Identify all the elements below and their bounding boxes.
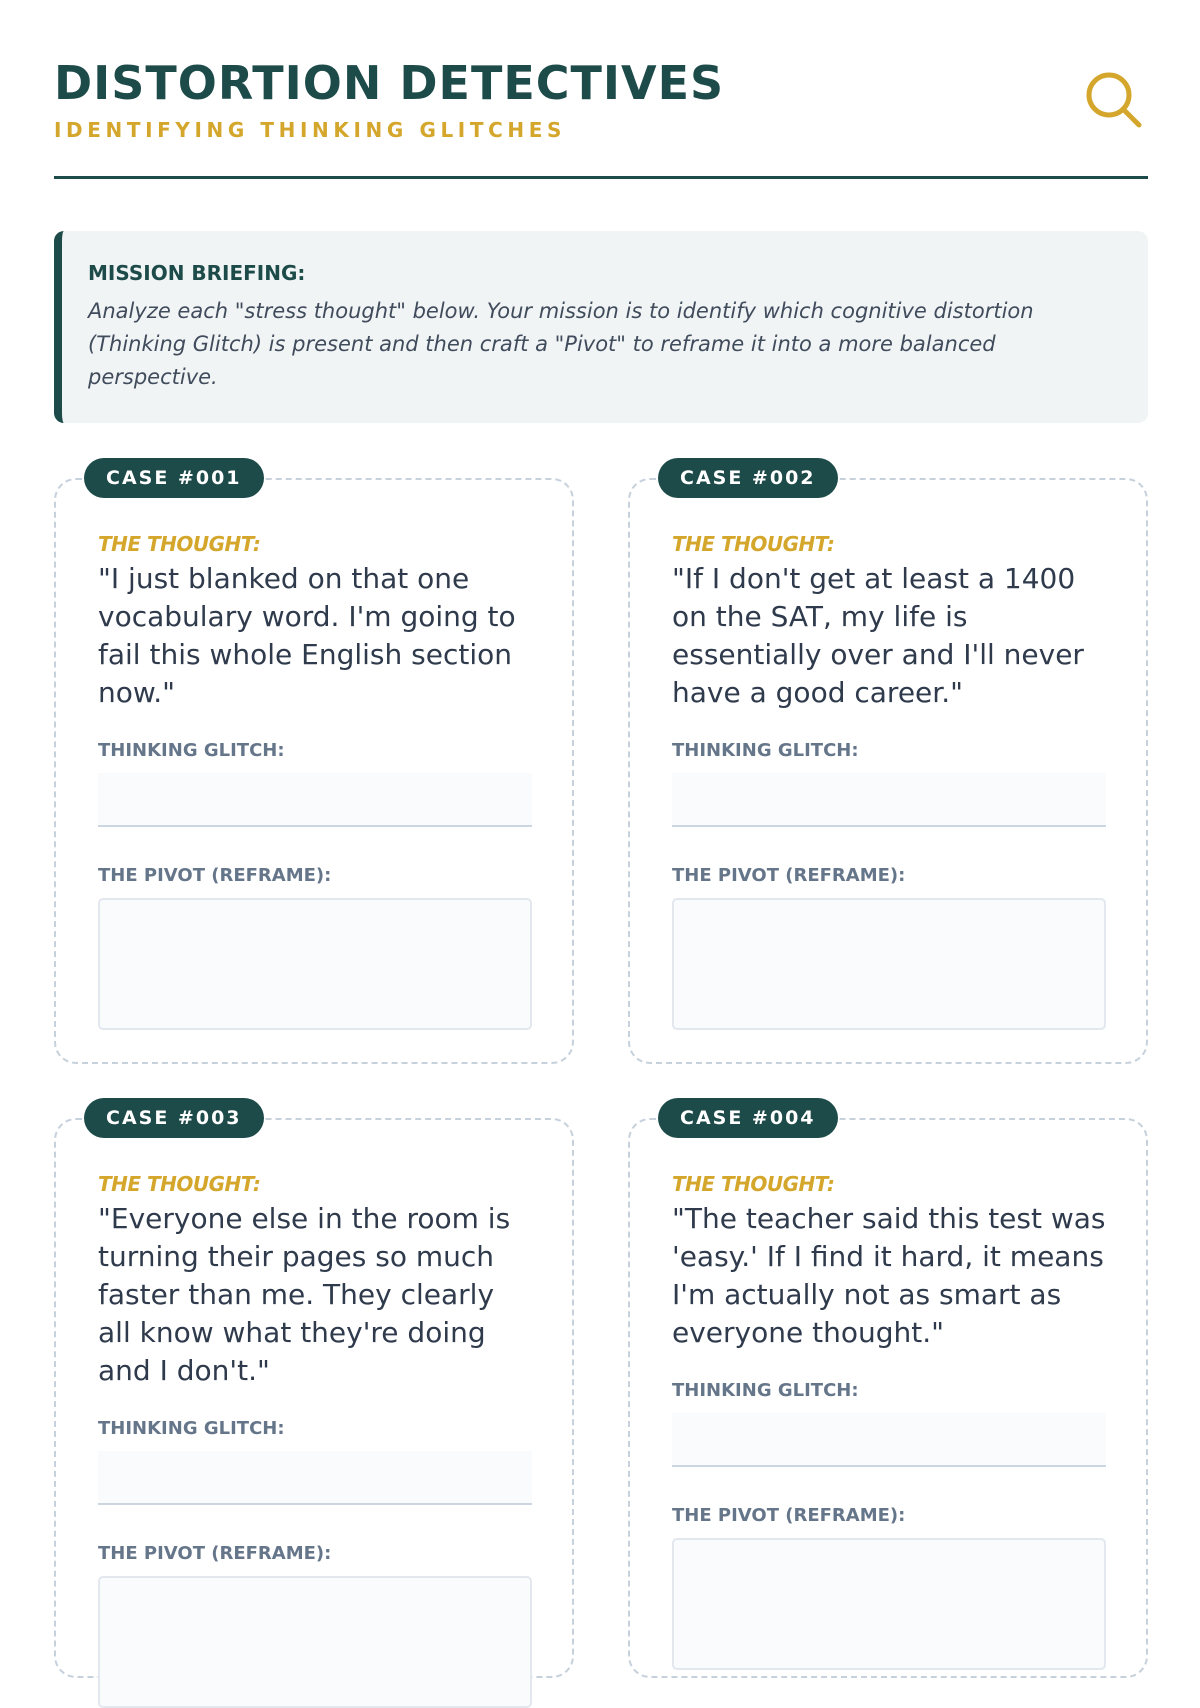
glitch-input[interactable] — [98, 773, 532, 827]
search-icon — [1084, 70, 1144, 130]
glitch-input[interactable] — [672, 1413, 1106, 1467]
case-body — [98, 532, 532, 1030]
thought-label: THE THOUGHT: — [672, 532, 835, 556]
case-card — [628, 1107, 1148, 1678]
case-badge: CASE #001 — [84, 458, 264, 498]
thought-label: THE THOUGHT: — [98, 1172, 261, 1196]
case-card — [628, 467, 1148, 1064]
glitch-input[interactable] — [672, 773, 1106, 827]
pivot-input[interactable] — [672, 1538, 1106, 1670]
pivot-label: THE PIVOT (REFRAME): — [98, 865, 332, 886]
case-badge: CASE #004 — [658, 1098, 838, 1138]
glitch-label: THINKING GLITCH: — [672, 740, 859, 761]
page-subtitle: IDENTIFYING THINKING GLITCHES — [54, 118, 566, 142]
glitch-label: THINKING GLITCH: — [98, 1418, 285, 1439]
thought-text: "The teacher said this test was 'easy.' If I find it hard, it means I'm actually not as smart as everyone thought." — [672, 1202, 1106, 1349]
case-badge: CASE #003 — [84, 1098, 264, 1138]
case-body — [672, 532, 1106, 1030]
mission-briefing — [54, 231, 1148, 423]
thought-text: "Everyone else in the room is turning their pages so much faster than me. They clearly all know what they're doing and I don't." — [98, 1202, 511, 1387]
thought-text: "If I don't get at least a 1400 on the SAT, my life is essentially over and I'll never have a good career." — [672, 562, 1084, 709]
page-header — [54, 0, 1148, 179]
page-title: DISTORTION DETECTIVES — [54, 56, 725, 110]
pivot-label: THE PIVOT (REFRAME): — [672, 1505, 906, 1526]
glitch-label: THINKING GLITCH: — [672, 1380, 859, 1401]
case-badge: CASE #002 — [658, 458, 838, 498]
pivot-input[interactable] — [98, 1576, 532, 1708]
pivot-label: THE PIVOT (REFRAME): — [672, 865, 906, 886]
briefing-text: Analyze each "stress thought" below. Your mission is to identify which cognitive distortion (Thinking Glitch) is present and then craft a "Pivot" to reframe it into a more balanced perspective. — [88, 299, 1034, 389]
case-card — [54, 467, 574, 1064]
briefing-heading: MISSION BRIEFING: — [88, 261, 306, 285]
thought-text: "I just blanked on that one vocabulary word. I'm going to fail this whole English section now." — [98, 562, 516, 709]
thought-label: THE THOUGHT: — [98, 532, 261, 556]
thought-label: THE THOUGHT: — [672, 1172, 835, 1196]
case-body — [98, 1172, 532, 1708]
glitch-input[interactable] — [98, 1451, 532, 1505]
case-body — [672, 1172, 1106, 1670]
pivot-input[interactable] — [672, 898, 1106, 1030]
glitch-label: THINKING GLITCH: — [98, 740, 285, 761]
worksheet-page — [54, 0, 1148, 1564]
case-card — [54, 1107, 574, 1678]
pivot-label: THE PIVOT (REFRAME): — [98, 1543, 332, 1564]
pivot-input[interactable] — [98, 898, 532, 1030]
